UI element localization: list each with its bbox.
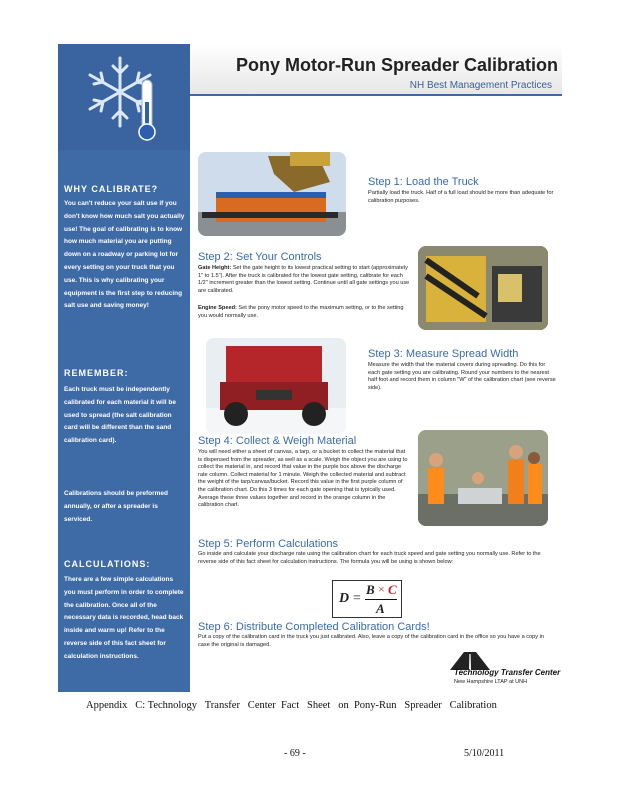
discharge-formula	[332, 580, 402, 618]
step6-heading: Step 6: Distribute Completed Calibration Cards!	[198, 621, 430, 633]
step3-heading: Step 3: Measure Spread Width	[368, 348, 519, 360]
ttc-logo	[440, 652, 560, 690]
gate-height-text: Set the gate height to its lowest practical setting to start (approximately 1" to 1.5"). After the truck is calibrated for the lowest gate setting, calibrate for each 1/2" increment greater than the lowest setting. Continue until all gate settings you use are calibrated.	[198, 265, 410, 294]
step4-text: You will need either a sheet of canvas, a tarp, or a bucket to collect the material that is dispensed from the spreader, as well as a scale. Weigh the object you are using to collect the material in, and record that value in the purple box above the discharge rate column. Collect material for 1 minute. Weigh the collected material and subtract the weight of the tarp/canvas/bucket. Record this value in the first purple column of the calibration chart. Do this 3 times for each gate opening that is typically used. Average these three values together and record in the orange column in the calibration chart.	[198, 449, 408, 509]
page-number: - 69 -	[284, 748, 306, 759]
step2-gate-text	[198, 265, 410, 295]
formula-c: C	[388, 582, 397, 597]
calculations-heading: CALCULATIONS:	[64, 559, 151, 569]
why-calibrate-text: You can't reduce your salt use if you don't know how much salt you actually use! The goal of calibrating is to know how much material you are putting down on a roadway or parking lot for every setting on your truck that you use. This is why calibrating your equipment is the first step to reducing salt use and saving money!	[64, 200, 185, 310]
snowflake-icon	[90, 58, 150, 126]
appendix-caption: Appendix C: Technology Transfer Center Fact Sheet on Pony-Run Spreader Calibration	[86, 700, 497, 711]
formula-equals: =	[353, 591, 361, 606]
remember-text-2: Calibrations should be preformed annually, or after a spreader is serviced.	[64, 490, 169, 523]
why-calibrate-heading: WHY CALIBRATE?	[64, 184, 159, 194]
calculations-text: There are a few simple calculations you must perform in order to complete the calibration. Once all of the necessary data is recorded, head back inside and warm up! Refer to the reverse side of this fact sheet for calculation instructions.	[64, 576, 184, 660]
step5-heading: Step 5: Perform Calculations	[198, 538, 339, 550]
thermometer-icon	[139, 80, 155, 140]
step2-photo	[418, 246, 548, 330]
document-date: 5/10/2011	[464, 748, 505, 759]
remember-text-1: Each truck must be independently calibrated for each material it will be used to spread (the salt calibration card will be different than the sand calibration card).	[64, 386, 176, 445]
remember-heading: REMEMBER:	[64, 368, 129, 378]
step4-heading: Step 4: Collect & Weigh Material	[198, 435, 357, 447]
step5-text: Go inside and calculate your discharge rate using the calibration chart for each truck speed and gate setting you normally use. Refer to the reverse side of this fact sheet for calculation instructions. The formula you will be using is shown below:	[198, 551, 541, 565]
step4-photo	[418, 430, 548, 526]
page-title: Pony Motor-Run Spreader Calibration	[235, 55, 558, 75]
formula-fraction-bar	[365, 599, 397, 600]
step2-engine-text	[198, 305, 410, 320]
formula-b: B	[366, 582, 375, 597]
step1-text: Partially load the truck. Half of a full load should be more than adequate for calibration purposes.	[368, 190, 554, 204]
step6-text: Put a copy of the calibration card in the truck you just calibrated. Also, leave a copy of the calibration card in the office so you have a copy in case the original is damaged.	[198, 634, 544, 648]
engine-speed-text: Set the pony motor speed to the maximum setting, or to the setting you would normally use.	[198, 305, 404, 319]
logo-subtext: New Hampshire LTAP at UNH	[454, 679, 528, 685]
step2-heading: Step 2: Set Your Controls	[198, 251, 322, 263]
step3-text: Measure the width that the material covers during spreading. Do this for each gate setting you are calibrating. Round your numbers to the nearest half foot and record them in column "W" of the calibration chart (see reverse side).	[368, 362, 556, 391]
logo-name: Technology Transfer Center	[454, 668, 561, 677]
step1-photo	[198, 152, 346, 236]
engine-speed-label: Engine Speed:	[198, 305, 237, 311]
step3-photo	[206, 338, 346, 434]
formula-a: A	[376, 601, 385, 616]
gate-height-label: Gate Height:	[198, 265, 232, 271]
snowflake-thermometer-graphic	[58, 44, 190, 150]
page-subtitle: NH Best Management Practices	[409, 80, 552, 91]
step1-heading: Step 1: Load the Truck	[368, 176, 479, 188]
formula-times: ×	[378, 582, 385, 596]
formula-lhs: D	[339, 591, 350, 606]
